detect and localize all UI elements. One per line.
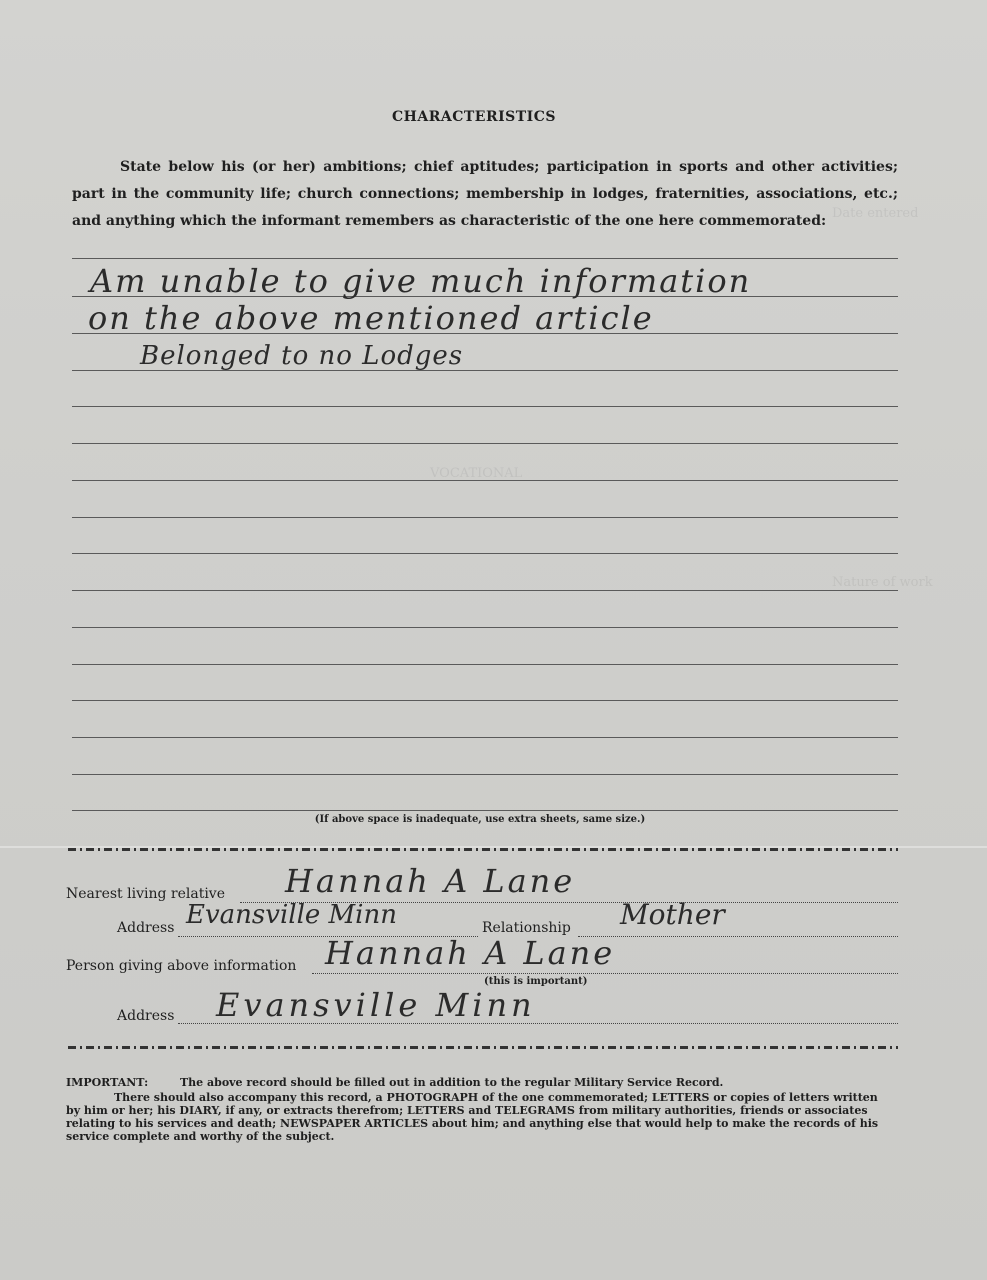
informant-note: (this is important) [484, 976, 588, 987]
page-title: CHARACTERISTICS [392, 109, 556, 125]
writing-line [72, 480, 898, 481]
handwritten-line-2: on the above mentioned article [88, 299, 654, 337]
writing-line [72, 590, 898, 591]
important-line: The above record should be filled out in addition to the regular Military Service Record. [180, 1076, 724, 1089]
relationship-value: Mother [620, 898, 725, 931]
bleed-through-text: Nature of work [832, 575, 933, 590]
writing-line [72, 700, 898, 701]
writing-line [72, 517, 898, 518]
handwritten-line-1: Am unable to give much information [90, 262, 752, 300]
writing-line [72, 406, 898, 407]
bleed-through-text: Date entered [832, 206, 919, 221]
writing-line [72, 737, 898, 738]
instructions-text: State below his (or her) ambitions; chief aptitudes; participation in sports and other activities; part in the community life; church connections; membership in lodges, fraternities, associations, etc.; and anything which the informant remembers as characteristic of the one here commemorated: [72, 159, 898, 229]
relationship-label: Relationship [482, 920, 571, 936]
writing-line [72, 553, 898, 554]
handwritten-line-3: Belonged to no Lodges [140, 341, 464, 371]
writing-line [72, 774, 898, 775]
informant-address-value: Evansville Minn [216, 986, 536, 1024]
field-line [312, 973, 898, 974]
informant-label: Person giving above information [66, 958, 297, 974]
informant-address-label: Address [117, 1008, 175, 1024]
bleed-through-text: VOCATIONAL [430, 466, 523, 481]
relative-address-value: Evansville Minn [186, 900, 397, 930]
informant-value: Hannah A Lane [325, 934, 616, 972]
writing-line [72, 664, 898, 665]
space-note: (If above space is inadequate, use extra sheets, same size.) [314, 814, 646, 825]
relative-address-label: Address [117, 920, 175, 936]
writing-line [72, 627, 898, 628]
important-paragraph: There should also accompany this record, a PHOTOGRAPH of the one commemorated; LETTERS or copies of letters written by him or her; his DIARY, if any, or extracts therefrom; LETTERS and TELEGRAMS from military authorities, friends or associates relating to his services and death; NEWSPAPER ARTICLES about him; and anything else that would help to make the records of his service complete and worthy of the subject. [66, 1091, 879, 1143]
field-line [578, 936, 898, 937]
nearest-relative-value: Hannah A Lane [285, 862, 576, 900]
nearest-relative-label: Nearest living relative [66, 886, 225, 902]
important-label: IMPORTANT: [66, 1076, 149, 1089]
dashed-divider [68, 848, 898, 851]
dashed-divider [68, 1046, 898, 1049]
writing-line [72, 443, 898, 444]
writing-line [72, 810, 898, 811]
writing-line [72, 258, 898, 259]
